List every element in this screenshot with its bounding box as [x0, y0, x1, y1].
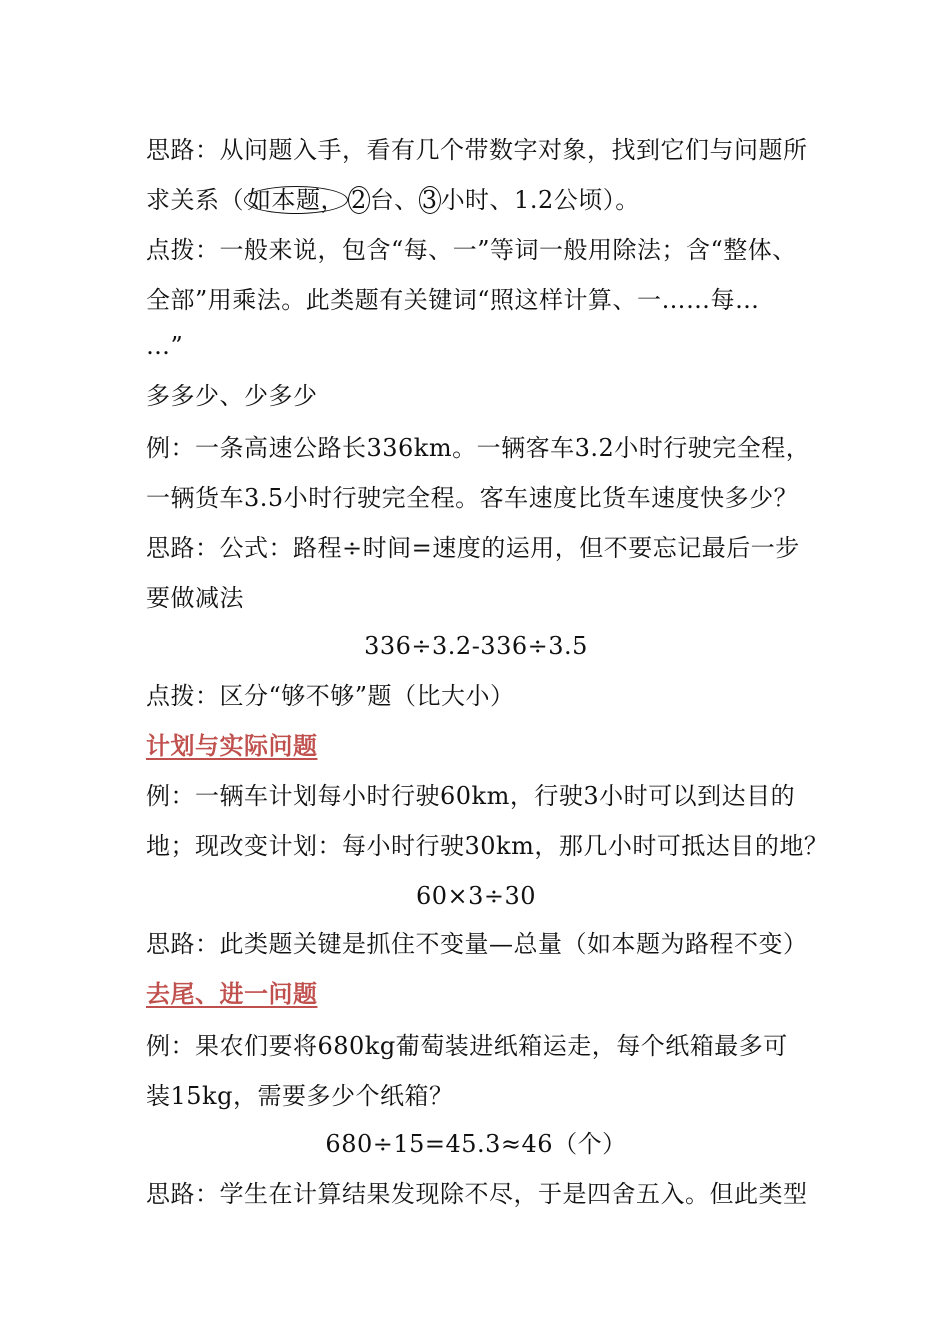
- text-segment: 求关系（: [146, 186, 244, 214]
- section-heading: 计划与实际问题: [146, 731, 318, 760]
- text-line: 例：果农们要将680kg葡萄装进纸箱运走，每个纸箱最多可: [146, 1032, 788, 1060]
- text-line: 思路：此类题关键是抓住不变量—总量（如本题为路程不变）: [146, 930, 808, 958]
- text-line: 思路：公式：路程÷时间=速度的运用，但不要忘记最后一步: [146, 534, 800, 562]
- section-heading: 去尾、进一问题: [146, 979, 318, 1008]
- text-line: 思路：从问题入手，看有几个带数字对象，找到它们与问题所: [146, 136, 808, 164]
- text-line: 装15kg，需要多少个纸箱？: [146, 1082, 454, 1110]
- circled-annotation: 2: [348, 186, 370, 214]
- text-line: 点拨：一般来说，包含“每、一”等词一般用除法；含“整体、: [146, 236, 797, 264]
- formula-line: 680÷15=45.3≈46（个）: [325, 1130, 627, 1158]
- text-line: 一辆货车3.5小时行驶完全程。客车速度比货车速度快多少？: [146, 484, 799, 512]
- text-line: 例：一条高速公路长336km。一辆客车3.2小时行驶完全程，: [146, 434, 811, 462]
- text-line: 地；现改变计划：每小时行驶30km，那几小时可抵达目的地？: [146, 832, 829, 860]
- text-segment: 台、: [369, 186, 419, 214]
- text-segment: 小时、1.2公顷）。: [440, 186, 640, 214]
- section-subtitle: 多多少、少多少: [146, 382, 318, 410]
- text-line: …”: [146, 332, 184, 360]
- text-line: 例：一辆车计划每小时行驶60km，行驶3小时可以到达目的: [146, 782, 796, 810]
- text-line: 要做减法: [146, 584, 244, 612]
- text-line: 点拨：区分“够不够”题（比大小）: [146, 682, 515, 710]
- circled-annotation: 如本题，: [244, 186, 348, 214]
- text-line: 全部”用乘法。此类题有关键词“照这样计算、一……每…: [146, 286, 760, 314]
- text-line: 思路：学生在计算结果发现除不尽，于是四舍五入。但此类型: [146, 1180, 808, 1208]
- circled-annotation: 3: [419, 186, 441, 214]
- formula-line: 60×3÷30: [415, 882, 537, 910]
- text-line-with-circled-marks: [146, 184, 826, 216]
- formula-line: 336÷3.2-336÷3.5: [364, 632, 588, 660]
